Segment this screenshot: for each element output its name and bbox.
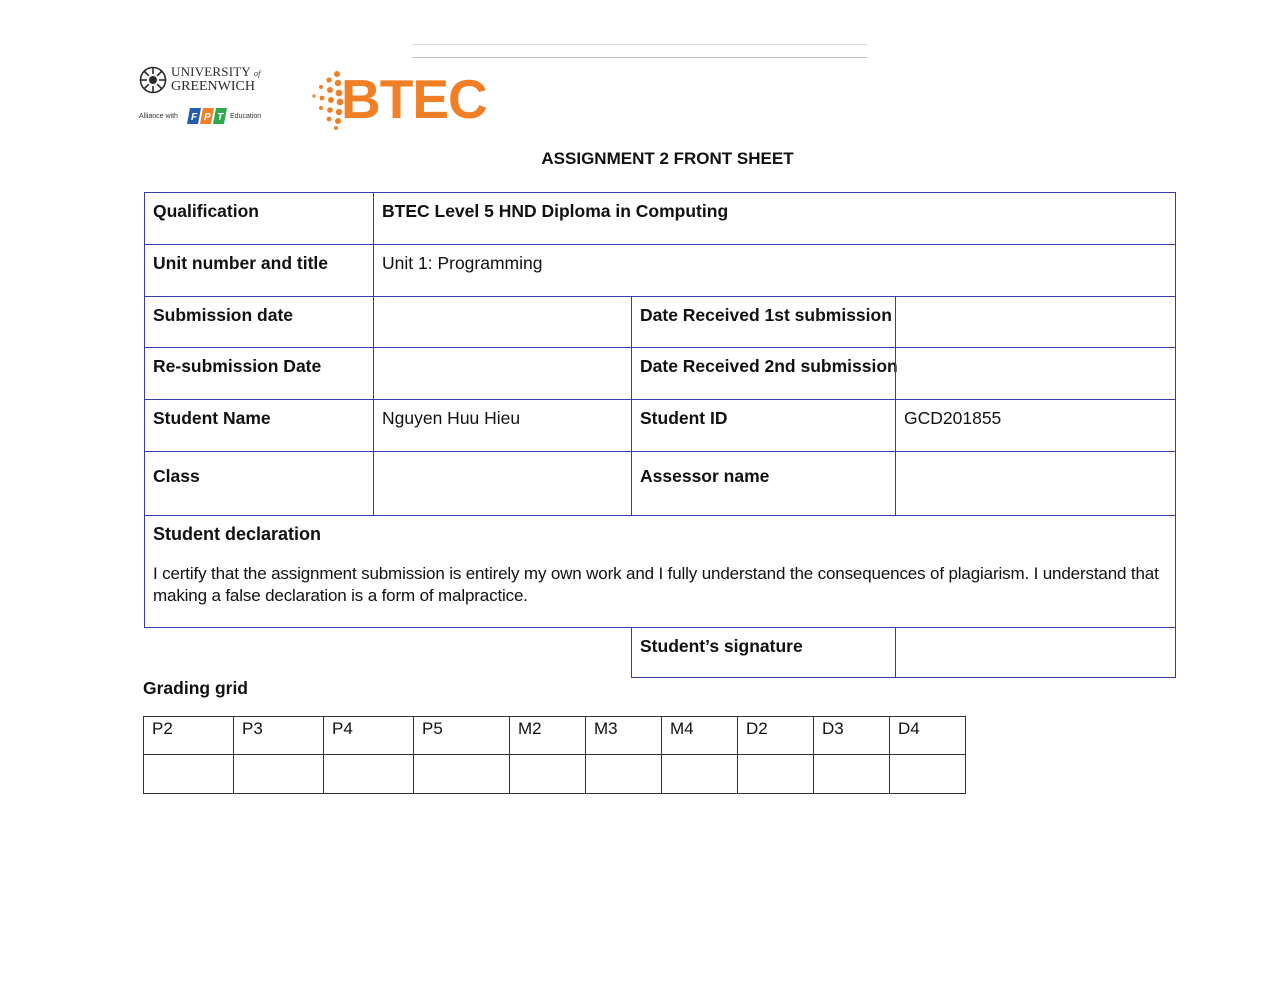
date-received-2-label: Date Received 2nd submission bbox=[631, 347, 896, 400]
btec-wordmark: BTEC bbox=[341, 68, 487, 130]
grade-cell-m4[interactable] bbox=[661, 754, 738, 794]
university-of: of bbox=[253, 69, 261, 78]
grade-cell-d2[interactable] bbox=[737, 754, 814, 794]
student-id-label: Student ID bbox=[631, 399, 896, 452]
university-crest-icon bbox=[139, 66, 167, 94]
grade-cell-p2[interactable] bbox=[143, 754, 234, 794]
student-name-value[interactable]: Nguyen Huu Hieu bbox=[373, 399, 632, 452]
grade-cell-p4[interactable] bbox=[323, 754, 414, 794]
grade-header-d2: D2 bbox=[737, 716, 814, 755]
page-title: ASSIGNMENT 2 FRONT SHEET bbox=[541, 149, 794, 168]
submission-date-value[interactable] bbox=[373, 296, 632, 348]
header-rule-top bbox=[412, 44, 867, 45]
grade-header-p3: P3 bbox=[233, 716, 324, 755]
alliance-badge bbox=[139, 103, 269, 127]
grade-header-p2: P2 bbox=[143, 716, 234, 755]
grade-header-m2: M2 bbox=[509, 716, 586, 755]
student-id-value[interactable]: GCD201855 bbox=[895, 399, 1176, 452]
date-received-1-value[interactable] bbox=[895, 296, 1176, 348]
grade-cell-p5[interactable] bbox=[413, 754, 510, 794]
class-label: Class bbox=[144, 451, 374, 516]
assessor-label: Assessor name bbox=[631, 451, 896, 516]
resubmission-date-label: Re-submission Date bbox=[144, 347, 374, 400]
university-wordmark bbox=[171, 65, 261, 93]
grade-cell-d4[interactable] bbox=[889, 754, 966, 794]
grade-header-p4: P4 bbox=[323, 716, 414, 755]
grade-cell-d3[interactable] bbox=[813, 754, 890, 794]
grade-header-d3: D3 bbox=[813, 716, 890, 755]
student-declaration bbox=[144, 515, 1176, 628]
grade-cell-p3[interactable] bbox=[233, 754, 324, 794]
grading-grid-label: Grading grid bbox=[143, 678, 248, 698]
grade-header-m4: M4 bbox=[661, 716, 738, 755]
signature-value[interactable] bbox=[895, 627, 1176, 678]
qualification-value: BTEC Level 5 HND Diploma in Computing bbox=[373, 192, 1176, 245]
class-value[interactable] bbox=[373, 451, 632, 516]
university-line1: UNIVERSITY bbox=[171, 64, 251, 79]
resubmission-date-value[interactable] bbox=[373, 347, 632, 400]
grade-header-m3: M3 bbox=[585, 716, 662, 755]
student-name-label: Student Name bbox=[144, 399, 374, 452]
alliance-prefix: Alliance with bbox=[139, 113, 178, 120]
university-line2: GREENWICH bbox=[171, 79, 255, 94]
fpt-letter-f: F bbox=[191, 112, 198, 123]
date-received-2-value[interactable] bbox=[895, 347, 1176, 400]
assessor-value[interactable] bbox=[895, 451, 1176, 516]
unit-label: Unit number and title bbox=[144, 244, 374, 297]
fpt-logo-icon bbox=[187, 105, 229, 127]
header-rule-bottom bbox=[412, 57, 867, 58]
submission-date-label: Submission date bbox=[144, 296, 374, 348]
grade-cell-m3[interactable] bbox=[585, 754, 662, 794]
grade-cell-m2[interactable] bbox=[509, 754, 586, 794]
unit-value: Unit 1: Programming bbox=[373, 244, 1176, 297]
date-received-1-label: Date Received 1st submission bbox=[631, 296, 896, 348]
qualification-label: Qualification bbox=[144, 192, 374, 245]
declaration-text: I certify that the assignment submission is entirely my own work and I fully understand the consequences of plagiarism. I understand that making a false declaration is a form of malpractice. bbox=[153, 564, 1159, 605]
grade-header-p5: P5 bbox=[413, 716, 510, 755]
alliance-suffix: Education bbox=[230, 113, 262, 120]
declaration-heading: Student declaration bbox=[153, 524, 322, 544]
btec-logo bbox=[307, 68, 497, 130]
signature-label: Student’s signature bbox=[631, 627, 896, 678]
grade-header-d4: D4 bbox=[889, 716, 966, 755]
fpt-letter-t: T bbox=[217, 112, 224, 123]
university-logo bbox=[139, 64, 269, 124]
fpt-letter-p: P bbox=[204, 112, 211, 123]
